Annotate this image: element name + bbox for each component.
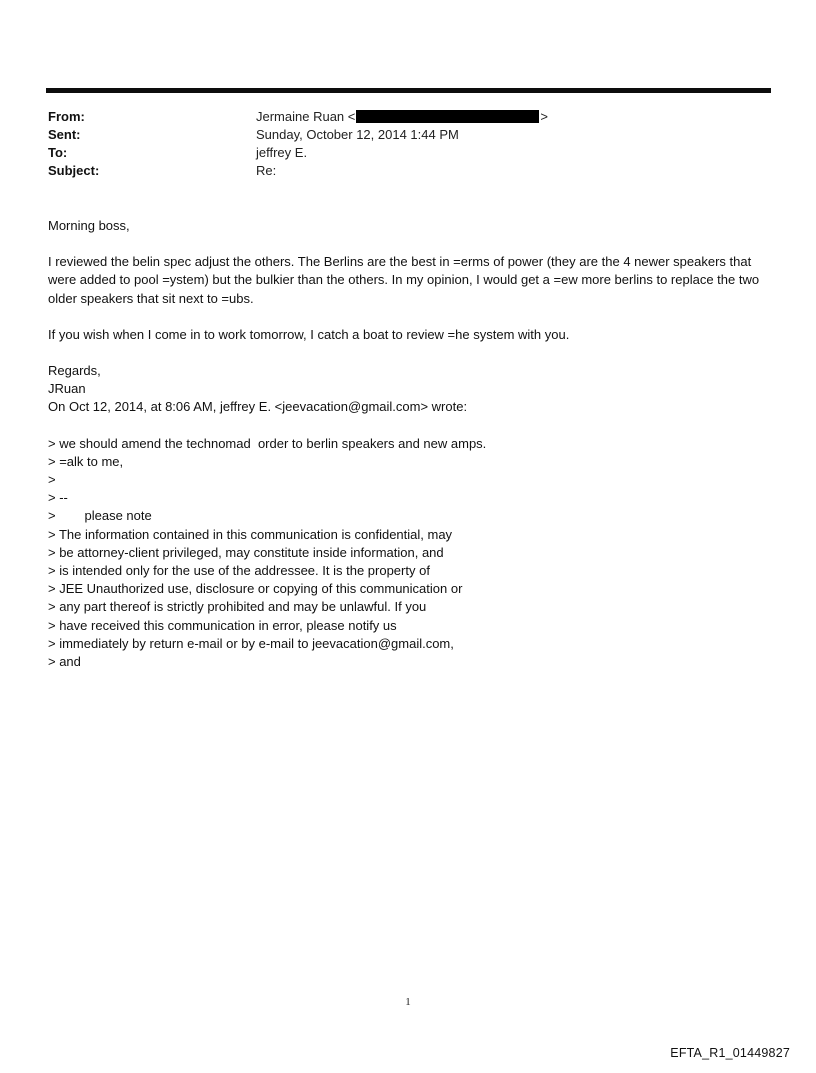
signoff: Regards, bbox=[48, 363, 101, 379]
quoted-line: > have received this communication in error, please notify us bbox=[48, 617, 397, 633]
subject-value: Re: bbox=[256, 163, 277, 178]
email-header bbox=[48, 108, 648, 180]
subject-row bbox=[48, 162, 648, 180]
quoted-line: > is intended only for the use of the addressee. It is the property of bbox=[48, 563, 430, 579]
quoted-line: > JEE Unauthorized use, disclosure or copying of this communication or bbox=[48, 581, 463, 597]
sent-row bbox=[48, 126, 648, 144]
body-paragraph: I reviewed the belin spec adjust the others. The Berlins are the best in =erms of power (they are the 4 newer speakers that were added to pool =ystem) but the bulkier than the others. In my opinion, I would get a =ew more berlins to replace the two older speakers that sit next to =ubs. bbox=[48, 254, 760, 306]
email-body bbox=[48, 217, 763, 671]
to-row bbox=[48, 144, 648, 162]
to-value: jeffrey E. bbox=[256, 145, 308, 160]
document-id: EFTA_R1_01449827 bbox=[670, 1046, 790, 1060]
quoted-line: > =alk to me, bbox=[48, 453, 124, 469]
sent-value: Sunday, October 12, 2014 1:44 PM bbox=[256, 127, 459, 142]
reply-intro: On Oct 12, 2014, at 8:06 AM, jeffrey E. <jeevacation@gmail.com> wrote: bbox=[48, 399, 468, 415]
from-row bbox=[48, 108, 648, 126]
body-paragraph: If you wish when I come in to work tomorrow, I catch a boat to review =he system with you. bbox=[48, 326, 570, 342]
quoted-line: > be attorney-client privileged, may constitute inside information, and bbox=[48, 544, 444, 560]
from-name: Jermaine Ruan < bbox=[256, 109, 356, 124]
quoted-line: > bbox=[48, 472, 56, 488]
quoted-line: > please note bbox=[48, 508, 152, 524]
from-label: From: bbox=[48, 109, 85, 124]
signature: JRuan bbox=[48, 381, 86, 397]
quoted-line: > -- bbox=[48, 490, 68, 506]
quoted-line: > The information contained in this communication is confidential, may bbox=[48, 526, 453, 542]
to-label: To: bbox=[48, 145, 68, 160]
page-number: 1 bbox=[405, 996, 411, 1008]
quoted-line: > we should amend the technomad order to berlin speakers and new amps. bbox=[48, 435, 487, 451]
quoted-line: > immediately by return e-mail or by e-mail to jeevacation@gmail.com, bbox=[48, 635, 454, 651]
greeting: Morning boss, bbox=[48, 218, 130, 233]
quoted-line: > and bbox=[48, 654, 81, 670]
redaction-bar bbox=[356, 110, 539, 123]
sent-label: Sent: bbox=[48, 127, 81, 142]
quoted-line: > any part thereof is strictly prohibited and may be unlawful. If you bbox=[48, 599, 427, 615]
from-value bbox=[256, 108, 548, 126]
from-close: > bbox=[540, 109, 548, 124]
subject-label: Subject: bbox=[48, 163, 100, 178]
header-divider bbox=[46, 88, 771, 93]
